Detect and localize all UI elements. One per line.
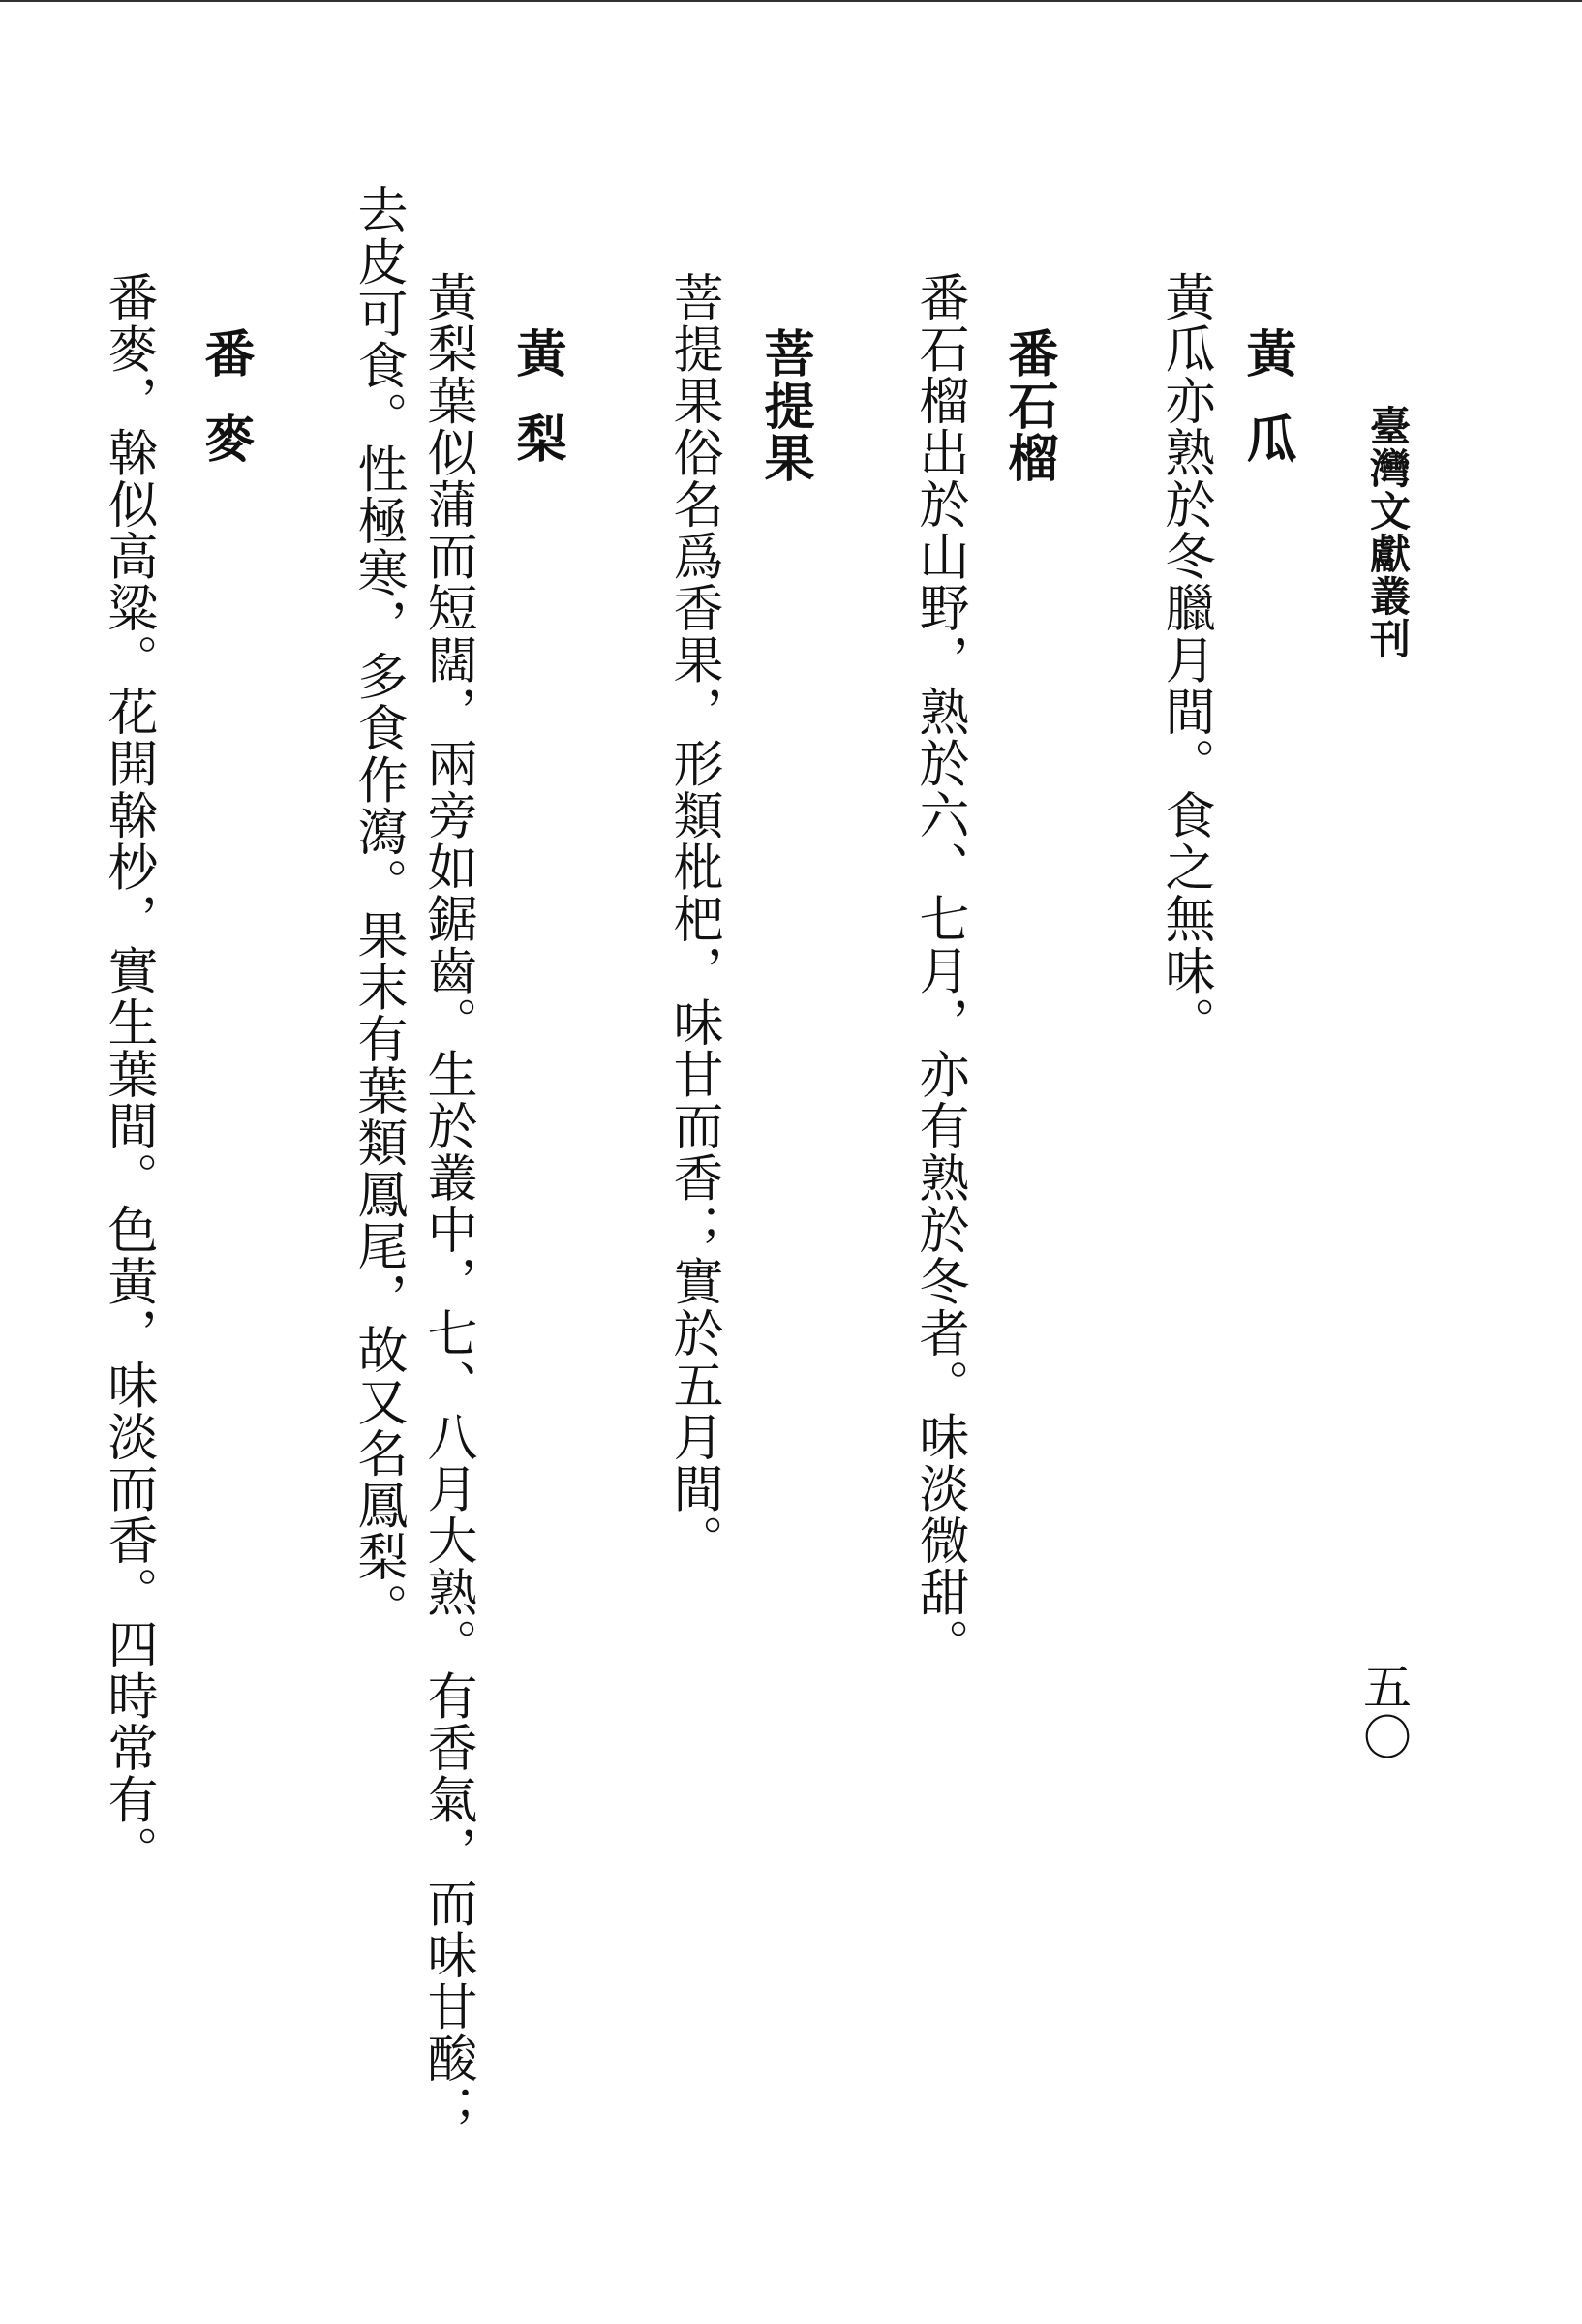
entry-text-huangli-1: 黃梨葉似蒲而短闊，兩旁如鋸齒。生於叢中，七、八月大熟。有香氣，而味甘酸； bbox=[418, 271, 476, 2136]
entry-text-fanshiliu: 番石榴出於山野，熟於六、七月，亦有熟於冬者。味淡微甜。 bbox=[910, 271, 968, 1670]
entry-title-putiguo: 菩提果 bbox=[755, 327, 814, 484]
entry-title-fanshiliu: 番石榴 bbox=[999, 327, 1058, 484]
entry-title-huangli: 黃梨 bbox=[507, 327, 566, 498]
entry-text-huangli-2: 去皮可食。性極寒，多食作瀉。果末有葉類鳳尾，故又名鳳梨。 bbox=[349, 184, 407, 1635]
top-rule bbox=[0, 0, 1582, 2]
page-number: 五〇 bbox=[1355, 1662, 1412, 1762]
entry-text-putiguo: 菩提果俗名爲香果，形類枇杷，味甘而香；實於五月間。 bbox=[664, 271, 722, 1567]
entry-title-huanggua: 黃瓜 bbox=[1237, 327, 1296, 498]
entry-title-fanmai: 番麥 bbox=[196, 327, 255, 498]
running-title: 臺灣文獻叢刊 bbox=[1364, 405, 1412, 660]
entry-text-fanmai: 番麥，榦似高粱。花開榦杪，實生葉間。色黃，味淡而香。四時常有。 bbox=[99, 271, 157, 1878]
entry-text-huanggua: 黃瓜亦熟於冬臘月間。食之無味。 bbox=[1156, 271, 1214, 1049]
